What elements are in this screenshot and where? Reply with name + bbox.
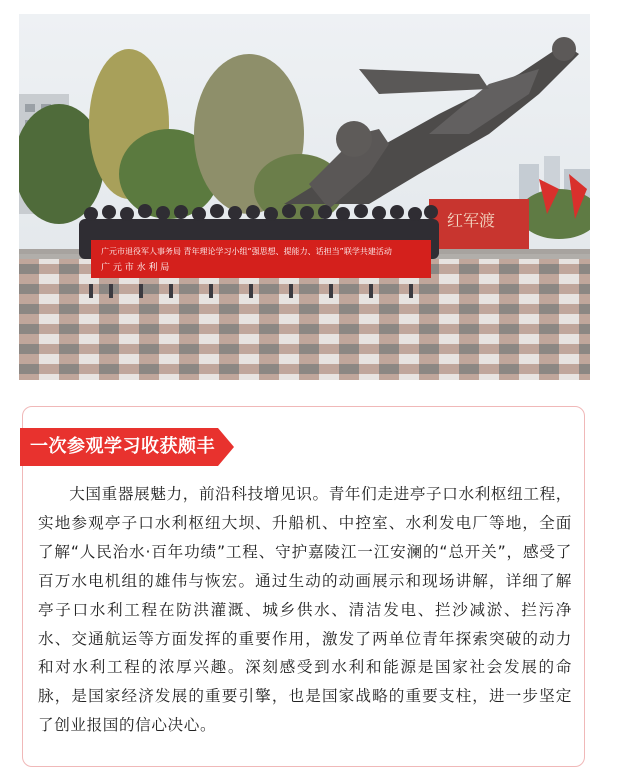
banner-line2: 广 元 市 水 利 局 [101,263,170,273]
banner-line1: 广元市退役军人事务局 青年理论学习小组“强思想、提能力、话担当”联学共建活动 [101,247,392,256]
section-title: 一次参观学习收获颇丰 [30,436,215,457]
group-photo-image [19,14,590,380]
section-ribbon [20,428,234,466]
monument-text: 红军渡 [447,211,496,230]
group-photo [19,14,590,380]
section-paragraph: 大国重器展魅力，前沿科技增见识。青年们走进亭子口水利枢纽工程，实地参观亭子口水利枢纽大坝、升船机、中控室、水利发电厂等地，全面了解“人民治水·百年功绩”工程、守护嘉陵江一江安澜的“总开关”，感受了百万水电机组的雄伟与恢宏。通过生动的动画展示和现场讲解，详细了解亭子口水利工程在防洪灌溉、城乡供水、清洁发电、拦沙减淤、拦污净水、交通航运等方面发挥的重要作用，激发了两单位青年探索突破的动力和对水利工程的浓厚兴趣。深刻感受到水利和能源是国家社会发展的命脉，是国家经济发展的重要引擎，也是国家战略的重要支柱，进一步坚定了创业报国的信心决心。 [38,485,572,735]
